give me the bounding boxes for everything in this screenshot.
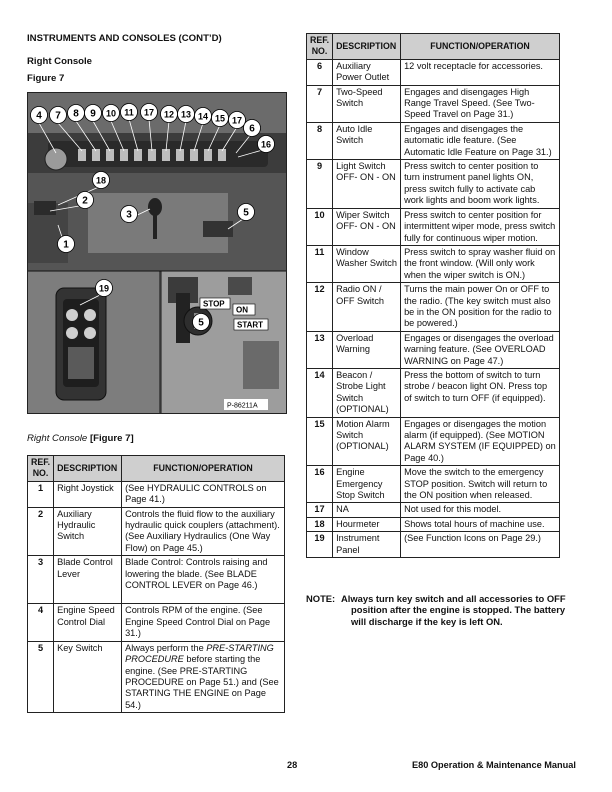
description-cell: Radio ON / OFF Switch: [333, 283, 401, 332]
table-row: [307, 503, 560, 517]
on-label: ON: [236, 305, 248, 315]
callout-3: 3: [126, 209, 132, 221]
note-text: Always turn key switch and all accessories to OFF position after the engine is stopped. The battery will discharge if the key is left ON.: [341, 593, 566, 627]
callout-17a: 17: [143, 107, 155, 118]
function-cell: 12 volt receptacle for accessories.: [401, 59, 560, 85]
description-cell: Beacon / Strobe Light Switch (OPTIONAL): [333, 368, 401, 417]
ref-cell: 12: [307, 283, 333, 332]
figure-label: Figure 7: [27, 73, 65, 84]
function-emphasis: PRE-STARTING PROCEDURE: [125, 642, 274, 665]
ref-cell: 6: [307, 59, 333, 85]
ref-cell: 19: [307, 532, 333, 558]
description-cell: Light Switch OFF- ON - ON: [333, 160, 401, 209]
caption-ref: [Figure 7]: [89, 433, 134, 444]
table-row: [28, 604, 285, 641]
description-cell: Wiper Switch OFF- ON - ON: [333, 208, 401, 245]
function-cell: Blade Control: Controls raising and lowering the blade. (See BLADE CONTROL LEVER on Page 46.): [122, 556, 285, 604]
callout-15: 15: [214, 113, 226, 124]
description-cell: Two-Speed Switch: [333, 85, 401, 122]
function-cell: Press switch to spray washer fluid on the front window. (Will only work when the wiper switch is ON.): [401, 245, 560, 282]
table-row: [307, 417, 560, 466]
ref-cell: 5: [28, 641, 54, 712]
callout-19: 19: [98, 283, 110, 294]
callout-12: 12: [163, 109, 175, 120]
caption-title: Right Console: [27, 433, 88, 444]
table-header-row: [28, 456, 285, 482]
description-cell: Engine Emergency Stop Switch: [333, 466, 401, 503]
table-row: [307, 59, 560, 85]
right-console-figure: [27, 92, 287, 414]
table-row: [307, 466, 560, 503]
description-cell: Instrument Panel: [333, 532, 401, 558]
callout-18: 18: [95, 175, 107, 186]
description-cell: Overload Warning: [333, 331, 401, 368]
table-row: [28, 481, 285, 507]
ref-cell: 13: [307, 331, 333, 368]
function-cell: Press switch to center position to turn instrument panel lights ON, press switch fully to activate cab work lights and boom work lights.: [401, 160, 560, 209]
ref-cell: 18: [307, 517, 333, 531]
function-cell: Engages and disengages the automatic idle feature. (See Automatic Idle Feature on Page 31.): [401, 122, 560, 159]
function-cell: Shows total hours of machine use.: [401, 517, 560, 531]
callout-11: 11: [124, 107, 134, 118]
start-label: START: [237, 320, 264, 330]
description-cell: NA: [333, 503, 401, 517]
callout-5a: 5: [243, 207, 249, 219]
manual-title: E80 Operation & Maintenance Manual: [412, 760, 576, 770]
function-cell: [122, 641, 285, 712]
description-cell: Auxiliary Hydraulic Switch: [54, 507, 122, 556]
table-row: [307, 245, 560, 282]
callout-16: 16: [260, 139, 272, 150]
note-label: NOTE:: [306, 593, 336, 604]
description-header: DESCRIPTION: [333, 34, 401, 60]
table-row: [28, 641, 285, 712]
callout-14: 14: [197, 111, 209, 122]
right-reference-table: [306, 33, 560, 558]
ref-cell: 17: [307, 503, 333, 517]
ref-cell: 10: [307, 208, 333, 245]
ref-header: REF. NO.: [307, 34, 333, 60]
function-cell: Press switch to center position for intermittent wiper mode, press switch fully for continuous wiper motion.: [401, 208, 560, 245]
stop-label: STOP: [203, 299, 225, 309]
table-header-row: [307, 34, 560, 60]
ref-cell: 11: [307, 245, 333, 282]
function-cell: (See Function Icons on Page 29.): [401, 532, 560, 558]
table-row: [307, 85, 560, 122]
table-row: [307, 517, 560, 531]
description-cell: Right Joystick: [54, 481, 122, 507]
table-row: [307, 532, 560, 558]
page-number: 28: [287, 760, 298, 770]
table-row: [307, 160, 560, 209]
function-cell: Controls RPM of the engine. (See Engine Speed Control Dial on Page 31.): [122, 604, 285, 641]
callout-17b: 17: [231, 115, 243, 126]
ref-cell: 2: [28, 507, 54, 556]
description-header: DESCRIPTION: [54, 456, 122, 482]
callout-6: 6: [249, 123, 255, 135]
table-row: [307, 331, 560, 368]
callout-7: 7: [55, 110, 61, 122]
ref-cell: 1: [28, 481, 54, 507]
callout-10: 10: [105, 108, 117, 119]
table-row: [307, 368, 560, 417]
description-cell: Key Switch: [54, 641, 122, 712]
callout-1: 1: [63, 239, 69, 251]
table-row: [28, 507, 285, 556]
ref-cell: 3: [28, 556, 54, 604]
function-cell: Press the bottom of switch to turn strobe / beacon light ON. Press top of switch to turn OFF (if equipped).: [401, 368, 560, 417]
function-cell: Engages or disengages the overload warning feature. (See OVERLOAD WARNING on Page 47.): [401, 331, 560, 368]
function-cell: Engages or disengages the motion alarm (if equipped). (See MOTION ALARM SYSTEM (IF EQUIPPED) on Page 40.): [401, 417, 560, 466]
ref-cell: 16: [307, 466, 333, 503]
table-row: [28, 556, 285, 604]
description-cell: Auto Idle Switch: [333, 122, 401, 159]
function-header: FUNCTION/OPERATION: [401, 34, 560, 60]
ref-cell: 4: [28, 604, 54, 641]
callout-4: 4: [36, 110, 42, 122]
function-cell: Engages and disengages High Range Travel Speed. (See Two-Speed Travel on Page 31.): [401, 85, 560, 122]
ref-header: REF. NO.: [28, 456, 54, 482]
function-text: before starting the engine. (See PRE-STARTING PROCEDURE on Page 51.) and (See STARTING THE ENGINE on Page 54.): [125, 654, 279, 710]
function-header: FUNCTION/OPERATION: [122, 456, 285, 482]
callout-13: 13: [180, 109, 192, 120]
ref-cell: 9: [307, 160, 333, 209]
ref-cell: 7: [307, 85, 333, 122]
function-text: Always perform the: [125, 642, 207, 653]
table-row: [307, 283, 560, 332]
ref-cell: 14: [307, 368, 333, 417]
description-cell: Auxiliary Power Outlet: [333, 59, 401, 85]
function-cell: Turns the main power On or OFF to the radio. (The key switch must also be in the ON position for the radio to be powered.): [401, 283, 560, 332]
description-cell: Engine Speed Control Dial: [54, 604, 122, 641]
description-cell: Blade Control Lever: [54, 556, 122, 604]
callout-9: 9: [90, 108, 96, 120]
ref-cell: 15: [307, 417, 333, 466]
description-cell: Motion Alarm Switch (OPTIONAL): [333, 417, 401, 466]
callout-2: 2: [82, 195, 88, 207]
function-cell: Controls the fluid flow to the auxiliary hydraulic quick couplers (attachment). (See Auxiliary Hydraulics (One Way Flow) on Page 45.): [122, 507, 285, 556]
ref-cell: 8: [307, 122, 333, 159]
table-row: [307, 122, 560, 159]
callout-5b: 5: [198, 317, 204, 329]
description-cell: Hourmeter: [333, 517, 401, 531]
part-number: P-86211A: [227, 402, 258, 410]
figure-caption: [27, 433, 134, 444]
subsection-title: Right Console: [27, 56, 93, 67]
callout-8: 8: [73, 108, 79, 120]
table-row: [307, 208, 560, 245]
section-title: INSTRUMENTS AND CONSOLES (CONT’D): [27, 33, 222, 44]
function-cell: Move the switch to the emergency STOP position. Switch will return to the ON position when released.: [401, 466, 560, 503]
battery-note: [306, 593, 568, 627]
description-cell: Window Washer Switch: [333, 245, 401, 282]
left-reference-table: [27, 455, 285, 713]
function-cell: Not used for this model.: [401, 503, 560, 517]
function-cell: (See HYDRAULIC CONTROLS on Page 41.): [122, 481, 285, 507]
